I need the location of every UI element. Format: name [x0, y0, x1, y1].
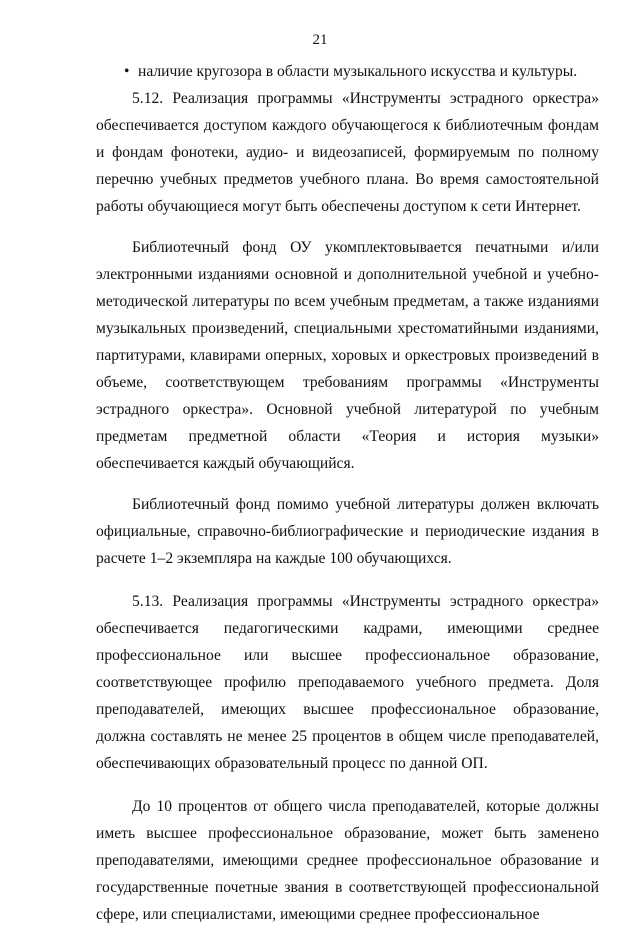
- paragraph-5-12: 5.12. Реализация программы «Инструменты эстрадного оркестра» обеспечивается доступом каждого обучающегося к библиотечным фондам и фондам фонотеки, аудио- и видеозаписей, формируемым по полному перечню учебных предметов учебного плана. Во время самостоятельной работы обучающиеся могут быть обеспечены доступом к сети Интернет.: [96, 90, 599, 215]
- page-number: 21: [312, 32, 328, 48]
- paragraph-5-13: 5.13. Реализация программы «Инструменты эстрадного оркестра» обеспечивается педагогическими кадрами, имеющими среднее профессиональное или высшее профессиональное образование, соответствующее профилю преподаваемого учебного предмета. Доля преподавателей, имеющих высшее профессиональное образование, должна составлять не менее 25 процентов в общем числе преподавателей, обеспечивающих образовательный процесс по данной ОП.: [96, 593, 599, 772]
- paragraph-library-fund: Библиотечный фонд ОУ укомплектовывается печатными и/или электронными изданиями основной и дополнительной учебной и учебно-методической литературы по всем учебным предметам, а также изданиями музыкальных произведений, специальными хрестоматийными изданиями, партитурами, клавирами оперных, хоровых и оркестровых произведений в объеме, соответствующем требованиям программы «Инструменты эстрадного оркестра». Основной учебной литературой по учебным предметам предметной области «Теория и история музыки» обеспечивается каждый обучающийся.: [96, 239, 599, 472]
- body-text: [96, 58, 599, 928]
- paragraph-teachers-share: До 10 процентов от общего числа преподавателей, которые должны иметь высшее профессиональное образование, может быть заменено преподавателями, имеющими среднее профессиональное образование и государственные почетные звания в соответствующей профессиональной сфере, или специалистами, имеющими среднее профессиональное: [96, 798, 599, 923]
- paragraph-library-literature: Библиотечный фонд помимо учебной литературы должен включать официальные, справочно-библиографические и периодические издания в расчете 1–2 экземпляра на каждые 100 обучающихся.: [96, 496, 599, 567]
- bullet-text: наличие кругозора в области музыкального искусства и культуры.: [138, 63, 578, 80]
- bullet-icon: •: [124, 63, 130, 80]
- bullet-item: [96, 58, 599, 85]
